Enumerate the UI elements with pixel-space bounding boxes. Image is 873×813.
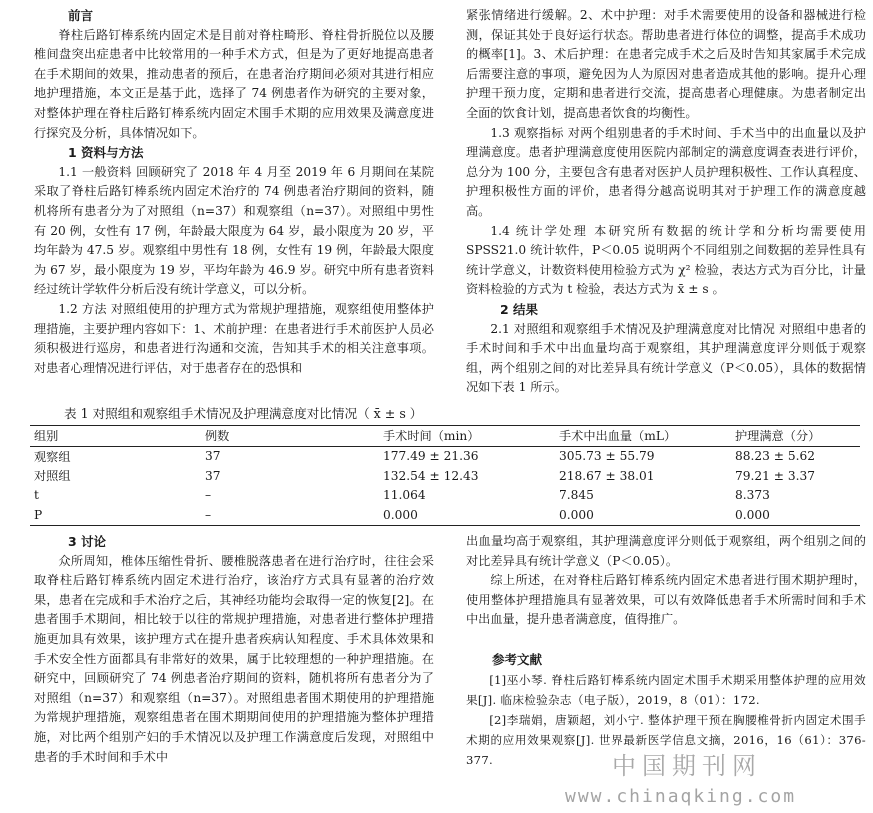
table-cell: 观察组	[34, 449, 71, 464]
watermark-text: 中国期刊网	[612, 752, 762, 780]
table-cell: 132.54 ± 12.43	[383, 468, 479, 483]
section-1-2-paragraph: 1.2 方法 对照组使用的护理方式为常规护理措施，观察组使用整体护理措施，主要护理内容如下：1、术前护理：在患者进行手术前医护人员必须积极进行巡房，和患者进行沟通和交流，告知其手术的相关注意事项。对患者心理情况进行评估，对于患者存在的恐惧和	[34, 301, 434, 375]
section-1-2-continued: 紧张情绪进行缓解。2、术中护理：对手术需要使用的设备和器械进行检测，保证其处于良好运行状态。帮助患者进行体位的调整，提高手术成功的概率[1]。3、术后护理：在患者完成手术之后及时告知其家属手术完成后需要注意的事项，避免因为人为原因对患者造成其他的影响。提升心理护理干预力度，定期和患者进行交流，提高患者心理健康。为患者制定出全面的饮食计划，提高患者饮食的均衡性。	[466, 8, 866, 120]
reference-item: [2]李瑞娟，唐颖超，刘小宁. 整体护理干预在胸腰椎骨折内固定术围手术期的应用效果观察[J]. 世界最新医学信息文摘，2016，16（61）：376-377.	[466, 712, 866, 767]
section-1-heading: 1 资料与方法	[68, 145, 144, 161]
table-cell: P	[34, 507, 43, 522]
left-column-bottom	[34, 532, 434, 767]
table-row	[30, 505, 860, 525]
table-cell: 0.000	[383, 507, 418, 522]
table-cell: 218.67 ± 38.01	[559, 468, 655, 483]
conclusion-paragraph: 综上所述，在对脊柱后路钉棒系统内固定术患者进行围术期护理时，使用整体护理措施具有显著效果，可以有效降低患者手术所需时间和手术中出血量，提升患者满意度，值得推广。	[466, 573, 866, 627]
table-header-cell: 护理满意（分）	[735, 429, 821, 444]
table-row	[30, 446, 860, 466]
table-cell: 11.064	[383, 488, 426, 503]
table-cell: 79.21 ± 3.37	[735, 468, 815, 483]
left-column-top	[34, 6, 434, 378]
table-cell: 0.000	[735, 507, 770, 522]
table-header-cell: 例数	[205, 429, 230, 444]
table-cell: t	[34, 488, 39, 503]
table-header-cell: 手术时间（min）	[383, 429, 480, 444]
section-3-heading: 3 讨论	[68, 534, 107, 549]
right-column-top	[466, 6, 866, 398]
section-2-1-paragraph: 2.1 对照组和观察组手术情况及护理满意度对比情况 对照组中患者的手术时间和手术中出血量均高于观察组，其护理满意度评分则低于观察组，两个组别之间的对比差异具有统计学意义（P＜0.05），具体的数据情况如下表 1 所示。	[466, 321, 866, 395]
table-cell: 305.73 ± 55.79	[559, 449, 655, 464]
table-cell: –	[205, 488, 212, 503]
preface-paragraph: 脊柱后路钉棒系统内固定术是目前对脊柱畸形、脊柱骨折脱位以及腰椎间盘突出症患者中比较常用的一种手术方式，但是为了更好地提高患者在手术期间的效果，推动患者的预后，在患者治疗期间必须对其进行相应地护理措施，本文正是基于此，选择了 74 例患者作为研究的主要对象，对整体护理在脊柱后路钉棒系统内固定术围手术期的应用效果及满意度进行探究及分析，具体情况如下。	[34, 27, 434, 140]
reference-item: [1]巫小琴. 脊柱后路钉棒系统内固定术围手术期采用整体护理的应用效果[J]. 临床检验杂志（电子版），2019，8（01）：172.	[466, 672, 866, 707]
section-3-paragraph: 众所周知，椎体压缩性骨折、腰椎脱落患者在进行治疗时，往往会采取脊柱后路钉棒系统内固定术进行治疗，该治疗方式具有显著的治疗效果，患者在完成和手术治疗之后，其神经功能均会取得一定的恢复[2]。在患者围手术期间，相比较于以往的常规护理措施，对患者进行整体护理措施更加具有效果，该护理方式在提升患者疾病认知程度、手术具体效果和手术安全性方面都具有非常好的效果，属于比较理想的一种护理措施。在研究中，回顾研究了 74 例患者治疗期间的资料，随机将所有患者分为了对照组（n=37）和观察组（n=37）。对照组患者围术期使用的护理措施为常规护理措施，观察组患者在围术期期间使用的护理措施为整体护理措施，对比两个组别产妇的手术情况以及护理工作满意度后发现，对照组中患者的手术时间和手术中	[34, 553, 434, 764]
table-cell: –	[205, 507, 212, 522]
table-cell: 8.373	[735, 488, 770, 503]
table-cell: 7.845	[559, 488, 594, 503]
section-1-4-paragraph: 1.4 统计学处理 本研究所有数据的统计学和分析均需要使用 SPSS21.0 统计软件，P＜0.05 说明两个不同组别之间数据的差异性具有统计学意义，计数资料使用检验方式为 χ² 检验，表达方式为百分比，计量资料检验的方式为 t 检验，表达方式为 x̄ ± s 。	[466, 223, 866, 297]
results-table	[30, 425, 860, 526]
table-caption: 表 1 对照组和观察组手术情况及护理满意度对比情况（ x̄ ± s ）	[64, 406, 423, 421]
section-1-1-paragraph: 1.1 一般资料 回顾研究了 2018 年 4 月至 2019 年 6 月期间在某院采取了脊柱后路钉棒系统内固定术治疗的 74 例患者治疗期间的资料，随机将所有患者分为了对照组（n=37）和观察组（n=37）。对照组中男性有 20 例，女性有 17 例，年龄最大限度为 64 岁，最小限度为 20 岁，平均年龄为 47.5 岁。观察组中男性有 18 例，女性有 19 例，年龄最大限度为 67 岁，最小限度为 19 岁，平均年龄为 46.9 岁。研究中所有患者资料经过统计学软件分析后没有统计学意义，可以分析。	[34, 164, 434, 297]
table-cell: 37	[205, 468, 221, 483]
table-cell: 88.23 ± 5.62	[735, 449, 815, 464]
table-cell: 37	[205, 449, 221, 464]
table-row	[30, 466, 860, 486]
section-3-continued: 出血量均高于观察组，其护理满意度评分则低于观察组，两个组别之间的对比差异具有统计学意义（P＜0.05）。	[466, 534, 866, 568]
table-header-cell: 组别	[34, 429, 59, 444]
table-cell: 对照组	[34, 469, 71, 484]
right-column-bottom	[466, 532, 866, 770]
table-header-cell: 手术中出血量（mL）	[559, 429, 677, 444]
preface-heading: 前言	[68, 8, 94, 23]
references-heading: 参考文献	[492, 651, 543, 667]
table-header-row	[30, 426, 860, 447]
table-row	[30, 486, 860, 506]
watermark-url: www.chinaqking.com	[565, 786, 797, 807]
table-cell: 177.49 ± 21.36	[383, 449, 479, 464]
section-1-3-paragraph: 1.3 观察指标 对两个组别患者的手术时间、手术当中的出血量以及护理满意度。患者护理满意度使用医院内部制定的满意度调查表进行评价，总分为 100 分，主要包含有患者对医护人员护理积极性、工作认真程度、护理积极性方面的评价，患者得分越高说明其对于护理工作的满意度越高。	[466, 125, 866, 218]
table-cell: 0.000	[559, 507, 594, 522]
section-2-heading: 2 结果	[500, 301, 539, 317]
